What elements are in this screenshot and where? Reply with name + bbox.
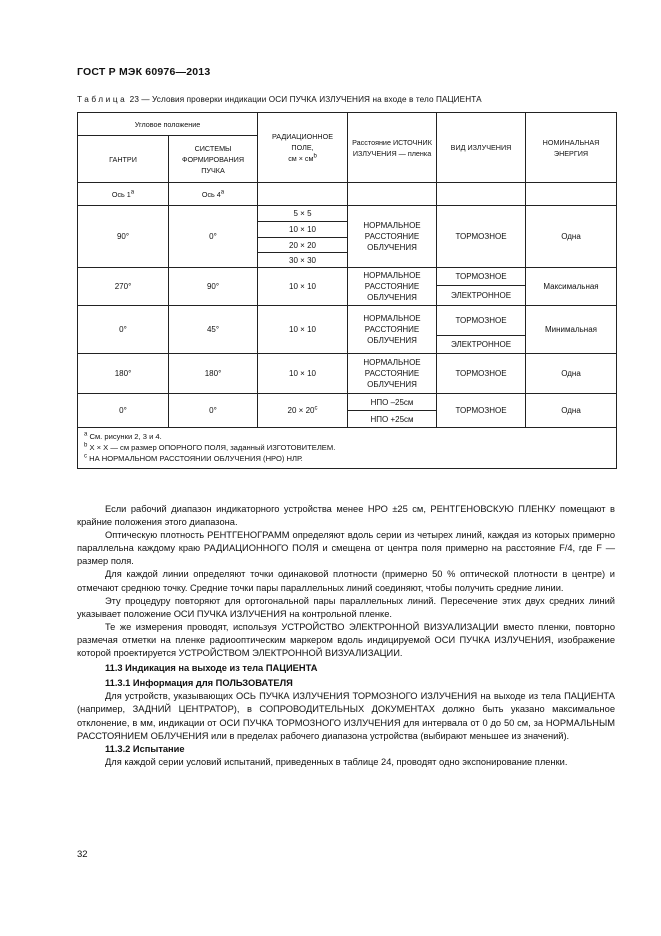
beam-cell: 90° [169,268,258,306]
field-header-label: РАДИАЦИОННОЕ ПОЛЕ, [272,132,334,152]
empty-cell [258,183,348,206]
notes-cell [78,428,617,469]
subsection-heading: 11.3.1 Информация для ПОЛЬЗОВАТЕЛЯ [105,678,293,689]
field-header-units: см × см [288,154,314,163]
angular-position-header: Угловое положение [78,113,258,136]
beam-cell: 180° [169,354,258,394]
distance-cell: НОРМАЛЬНОЕ РАССТОЯНИЕ ОБЛУЧЕНИЯ [348,354,437,394]
type-cell: ЭЛЕКТРОННОЕ [437,286,526,306]
table-caption-prefix: Таблица [77,95,128,104]
distance-header: Расстояние ИСТОЧНИК ИЗЛУЧЕНИЯ — пленка [348,113,437,183]
table-row [78,306,617,336]
radiation-type-header: ВИД ИЗЛУЧЕНИЯ [437,113,526,183]
axis4-label: Ось 4 [201,189,221,199]
field-cell: 10 × 10 [258,306,348,354]
note-text: X × X — см размер ОПОРНОГО ПОЛЯ, заданный ИЗГОТОВИТЕЛЕМ. [87,443,336,452]
section-heading: 11.3 Индикация на выходе из тела ПАЦИЕНТА [105,663,318,674]
field-cell: 10 × 10 [258,268,348,306]
type-cell: ТОРМОЗНОЕ [437,268,526,286]
paragraph: Для устройств, указывающих ОСЬ ПУЧКА ИЗЛУЧЕНИЯ ТОРМОЗНОГО ИЗЛУЧЕНИЯ на выходе из тела ПАЦИЕНТА (например, ЗАДНИЙ ЦЕНТРАТОР), в СОПРОВОДИТЕЛЬНЫХ ДОКУМЕНТАХ должно быть указано максимальное отклонение, в мм, индикации от ОСИ ПУЧКА ТОРМОЗНОГО ИЗЛУЧЕНИЯ для интервала от 0 до 50 см, за НОРМАЛЬНЫМ РАССТОЯНИЕМ ОБЛУЧЕНИЯ или в пределах рабочего диапазона устройства (выбирают меньшее из значений). [77,691,615,741]
note-mark: b [84,442,88,449]
energy-cell: Минимальная [526,306,617,354]
table-row [78,394,617,411]
beam-cell: 0° [169,206,258,268]
beam-cell: 0° [169,394,258,428]
note-a [84,431,608,442]
paragraph: Если рабочий диапазон индикаторного устройства менее НРО ±25 см, РЕНТГЕНОВСКУЮ ПЛЕНКУ помещают в крайние положения этого диапазона. [77,504,615,528]
type-cell: ТОРМОЗНОЕ [437,354,526,394]
body-text [77,503,615,769]
distance-cell: НПО +25см [348,411,437,428]
paragraph: Для каждой серии условий испытаний, приведенных в таблице 24, проводят одно экспонирование пленки. [105,756,568,767]
document-header: ГОСТ Р МЭК 60976—2013 [77,66,211,78]
note-c [84,453,608,464]
beam-cell: 45° [169,306,258,354]
table-row [78,354,617,394]
empty-cell [348,183,437,206]
distance-cell: НПО –25см [348,394,437,411]
energy-header: НОМИНАЛЬНАЯ ЭНЕРГИЯ [526,113,617,183]
energy-cell: Одна [526,206,617,268]
gantry-cell: 0° [78,306,169,354]
axis4-footnote: a [220,189,225,196]
energy-cell: Одна [526,354,617,394]
energy-cell: Максимальная [526,268,617,306]
field-header-footnote: b [313,153,317,160]
field-cell: 10 × 10 [258,222,348,238]
gantry-cell: 90° [78,206,169,268]
subsection-heading: 11.3.2 Испытание [105,743,185,754]
field-cell: 20 × 20 [258,238,348,253]
type-cell: ТОРМОЗНОЕ [437,394,526,428]
field-cell: 10 × 10 [258,354,348,394]
axis4-header [169,183,258,206]
gantry-cell: 0° [78,394,169,428]
axis1-footnote: a [130,189,135,196]
table-notes [78,428,617,469]
paragraph: Те же измерения проводят, используя УСТРОЙСТВО ЭЛЕКТРОННОЙ ВИЗУАЛИЗАЦИИ вместо пленки, повторно размечая отметки на пленке радиооптическим маркером вдоль индицируемой ОСИ ПУЧКА ИЗЛУЧЕНИЯ, изображение которой проектируется УСТРОЙСТВОМ ЭЛЕКТРОННОЙ ВИЗУАЛИЗАЦИИ. [77,621,615,659]
note-b [84,442,608,453]
type-cell: ТОРМОЗНОЕ [437,206,526,268]
distance-cell: НОРМАЛЬНОЕ РАССТОЯНИЕ ОБЛУЧЕНИЯ [348,306,437,354]
table-row [78,268,617,286]
conditions-table [77,112,617,469]
type-cell: ЭЛЕКТРОННОЕ [437,336,526,354]
empty-cell [526,183,617,206]
field-cell: 5 × 5 [258,206,348,222]
table-row [78,206,617,222]
gantry-cell: 270° [78,268,169,306]
axis1-label: Ось 1 [111,189,131,199]
note-mark: c [84,453,87,460]
paragraph: Оптическую плотность РЕНТГЕНОГРАММ определяют вдоль серии из четырех линий, каждая из которых примерно параллельна каждому краю РАДИАЦИОННОГО ПОЛЯ и смещена от центра поля примерно на расстояние F/4, где F — размер поля. [77,530,615,567]
note-mark: a [84,431,88,438]
field-cell: 30 × 30 [258,253,348,268]
field-value: 20 × 20 [287,406,315,415]
paragraph: Для каждой линии определяют точки одинаковой плотности (примерно 50 % оптической плотности в центре) и отмечают среднюю точку. Средние точки пары параллельных линий соединяют, чтобы получить средние линии. [77,569,615,593]
distance-cell: НОРМАЛЬНОЕ РАССТОЯНИЕ ОБЛУЧЕНИЯ [348,268,437,306]
distance-cell: НОРМАЛЬНОЕ РАССТОЯНИЕ ОБЛУЧЕНИЯ [348,206,437,268]
gantry-cell: 180° [78,354,169,394]
gantry-header: ГАНТРИ [78,136,169,183]
energy-cell: Одна [526,394,617,428]
table-caption-text: 23 — Условия проверки индикации ОСИ ПУЧКА ИЗЛУЧЕНИЯ на входе в тело ПАЦИЕНТА [127,95,482,104]
field-cell [258,394,348,428]
field-footnote: c [314,405,318,412]
note-text: См. рисунки 2, 3 и 4. [87,432,162,441]
note-text: НА НОРМАЛЬНОМ РАССТОЯНИИ ОБЛУЧЕНИЯ (НРО) НЛР. [87,454,303,463]
beam-system-header: СИСТЕМЫ ФОРМИРОВАНИЯ ПУЧКА [169,136,258,183]
page-number: 32 [77,849,88,860]
axis1-header [78,183,169,206]
empty-cell [437,183,526,206]
paragraph: Эту процедуру повторяют для ортогональной пары параллельных линий. Пересечение этих двух средних линий указывает положение ОСИ ПУЧКА ИЗЛУЧЕНИЯ на контрольной пленке. [77,595,615,619]
type-cell: ТОРМОЗНОЕ [437,306,526,336]
table-caption [77,95,482,104]
field-header [258,113,348,183]
